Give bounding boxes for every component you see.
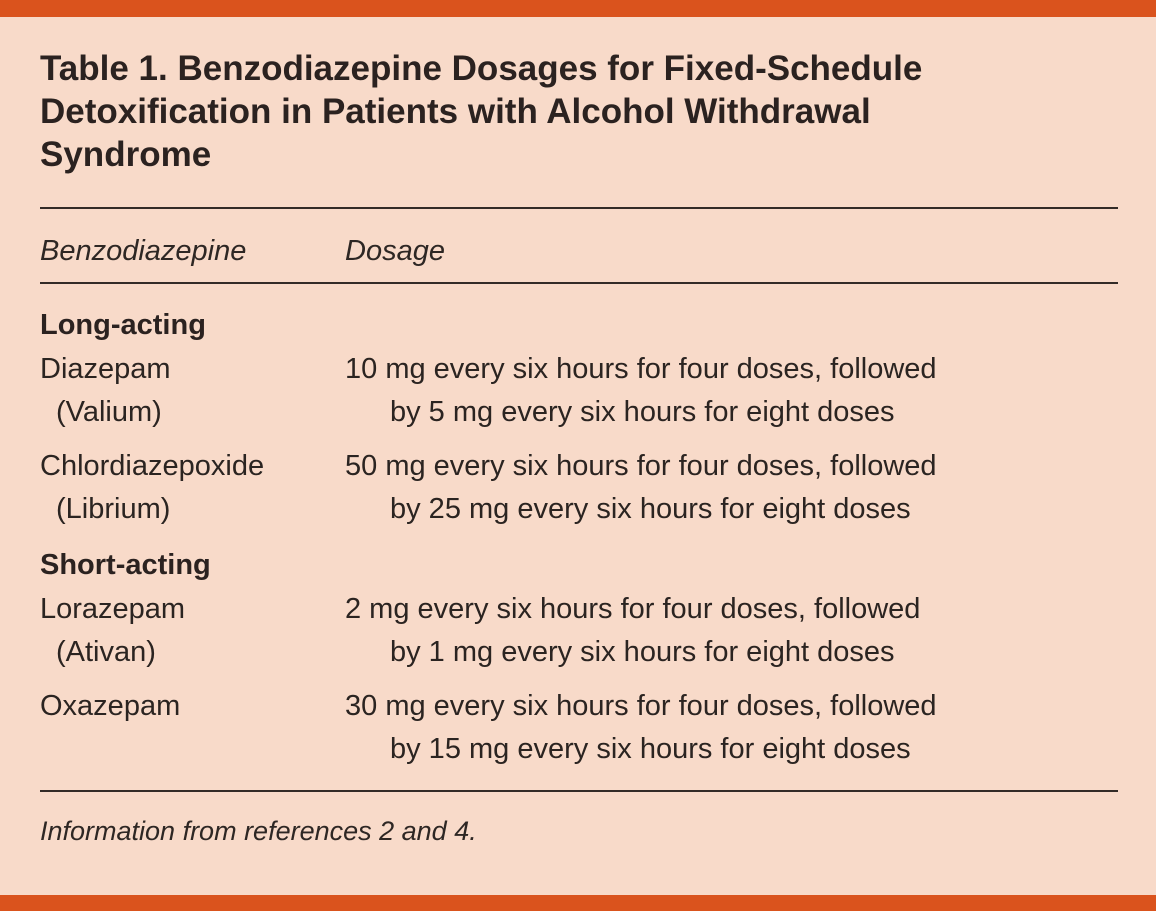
top-accent-bar xyxy=(0,0,1156,17)
drug-brand-name: (Librium) xyxy=(56,493,171,525)
table-title-line-3: Syndrome xyxy=(40,135,212,174)
dosage-cell xyxy=(345,348,1118,434)
dosage-line-1: 30 mg every six hours for four doses, followed xyxy=(345,690,937,722)
dosage-line-1: 2 mg every six hours for four doses, followed xyxy=(345,593,921,625)
dosage-line-1: 10 mg every six hours for four doses, followed xyxy=(345,353,937,385)
divider-bottom xyxy=(40,790,1118,792)
dosage-cell xyxy=(345,685,1118,771)
table-title-line-2: Detoxification in Patients with Alcohol Withdrawal xyxy=(40,92,871,131)
dosage-line-1: 50 mg every six hours for four doses, followed xyxy=(345,450,937,482)
column-header-dosage: Dosage xyxy=(345,235,445,267)
bottom-accent-bar xyxy=(0,895,1156,911)
table-body xyxy=(40,302,1118,771)
drug-name: Lorazepam xyxy=(40,593,186,625)
drug-cell xyxy=(40,348,345,434)
dosage-line-2: by 25 mg every six hours for eight doses xyxy=(390,493,911,525)
drug-cell xyxy=(40,445,345,531)
drug-name: Chlordiazepoxide xyxy=(40,450,265,482)
table-row xyxy=(40,685,1118,771)
table-title-line-1: Table 1. Benzodiazepine Dosages for Fixed-Schedule xyxy=(40,49,923,88)
dosage-cell xyxy=(345,445,1118,531)
drug-brand-name: (Ativan) xyxy=(56,636,156,668)
table-title xyxy=(40,47,1118,176)
section-heading-long-acting: Long-acting xyxy=(40,309,206,341)
table-row xyxy=(40,348,1118,434)
divider-top xyxy=(40,207,1118,209)
dosage-line-2: by 1 mg every six hours for eight doses xyxy=(390,636,895,668)
drug-name: Oxazepam xyxy=(40,690,181,722)
drug-name: Diazepam xyxy=(40,353,171,385)
drug-brand-name: (Valium) xyxy=(56,396,162,428)
column-headers xyxy=(40,233,1118,269)
dosage-line-2: by 5 mg every six hours for eight doses xyxy=(390,396,895,428)
drug-cell xyxy=(40,685,345,728)
table-row xyxy=(40,445,1118,531)
table-row xyxy=(40,588,1118,674)
drug-cell xyxy=(40,588,345,674)
section-heading-short-acting: Short-acting xyxy=(40,549,211,581)
divider-header xyxy=(40,282,1118,284)
column-header-benzodiazepine: Benzodiazepine xyxy=(40,235,247,267)
dosage-cell xyxy=(345,588,1118,674)
table-footnote: Information from references 2 and 4. xyxy=(40,816,477,846)
dosage-line-2: by 15 mg every six hours for eight doses xyxy=(390,733,911,765)
table-content xyxy=(0,17,1156,848)
